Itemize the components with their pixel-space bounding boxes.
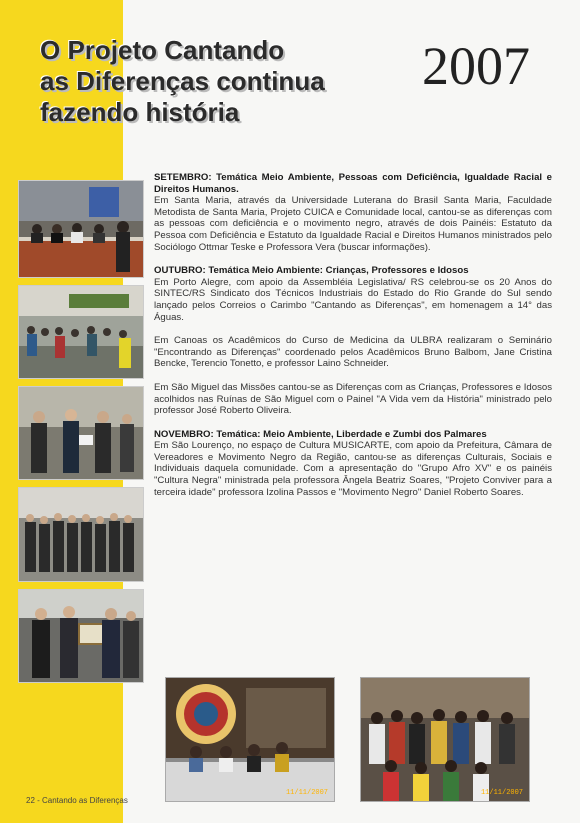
- section-text: Em São Lourenço, no espaço de Cultura MUSICARTE, com apoio da Prefeitura, Câmara de Vereadores e Movimento Negro da Região, cantou-se as diferenças Culturais, Sociais e Individuais daquela comunidade. Com a apresentação do "Grupo Afro XV" e os painéis "Cultura Negra" ministrada pela professora Ângela Beatriz Soares, "Projeto Conviver para a terceira idade" professora Izolina Passos e "Movimento Negro" Daniel Roberto Soares.: [154, 440, 552, 498]
- section-sao-miguel: [154, 382, 552, 417]
- section-novembro: [154, 429, 552, 499]
- section-heading: NOVEMBRO: Temática: Meio Ambiente, Liberdade e Zumbi dos Palmares: [154, 428, 487, 440]
- section-text: Em Canoas os Acadêmicos do Curso de Medicina da ULBRA realizaram o Seminário "Encontrando as Diferenças" coordenado pelos Acadêmicos Bruno Balbom, Jane Cristina Bencke, Terencio Tonetto, e professor Laino Schneider.: [154, 335, 552, 370]
- photo-afro-group: [360, 677, 530, 802]
- title-line-3: fazendo história: [40, 97, 240, 127]
- section-text: Em Santa Maria, através da Universidade Luterana do Brasil Santa Maria, Faculdade Metodista de Santa Maria, Projeto CUICA e Comunidade local, cantou-se as diferenças com as pessoas com deficiência e o movimento negro, através de dois Painéis: Estatuto da Pessoa com Deficiência e Estatuto da Igualdade Racial e Direitos Humanos ministrados pelo Sociólogo Ottmar Teske e Professora Vera (buscar informações).: [154, 195, 552, 253]
- section-heading: OUTUBRO: Temática Meio Ambiente: Crianças, Professores e Idosos: [154, 265, 469, 277]
- section-outubro: [154, 265, 552, 323]
- photo-porto-alegre-event: [18, 285, 144, 379]
- title-line-2: as Diferenças continua: [40, 66, 325, 96]
- section-text: Em Porto Alegre, com apoio da Assembléia Legislativa/ RS celebrou-se os 20 Anos do SINTEC/RS Sindicato dos Técnicos Industriais do Estado do Rio Grande do Sul sendo lançado pelos Correios o Carimbo "Cantando as Diferenças", em homenagem a 14° das Águas.: [154, 276, 552, 323]
- photo-sao-miguel-group: [18, 487, 144, 582]
- section-text: Em São Miguel das Missões cantou-se as Diferenças com as Crianças, Professores e Idosos acolhidos nas Ruínas de São Miguel com o Painel "A Vida vem da História" ministrado pelo professor José Roberto Oliveira.: [154, 381, 552, 417]
- photo-musicarte-stage: [165, 677, 335, 802]
- page-title: [40, 35, 400, 128]
- section-canoas: [154, 335, 552, 370]
- photo-santa-maria-panel: [18, 180, 144, 278]
- year-label: 2007: [422, 36, 530, 96]
- title-line-1: O Projeto Cantando: [40, 35, 285, 65]
- background-watermark: [185, 600, 194, 638]
- photo-date-stamp: 11/11/2007: [285, 789, 328, 797]
- page-footer: 22 - Cantando as Diferenças: [26, 796, 128, 805]
- section-heading: SETEMBRO: Temática Meio Ambiente, Pessoas com Deficiência, Igualdade Racial e Direitos Humanos.: [154, 172, 552, 195]
- photo-award-ceremony: [18, 589, 144, 683]
- photo-date-stamp: 11/11/2007: [480, 789, 523, 797]
- photo-canoas-seminar: [18, 386, 144, 480]
- section-setembro: [154, 172, 552, 253]
- article-body: [154, 172, 552, 510]
